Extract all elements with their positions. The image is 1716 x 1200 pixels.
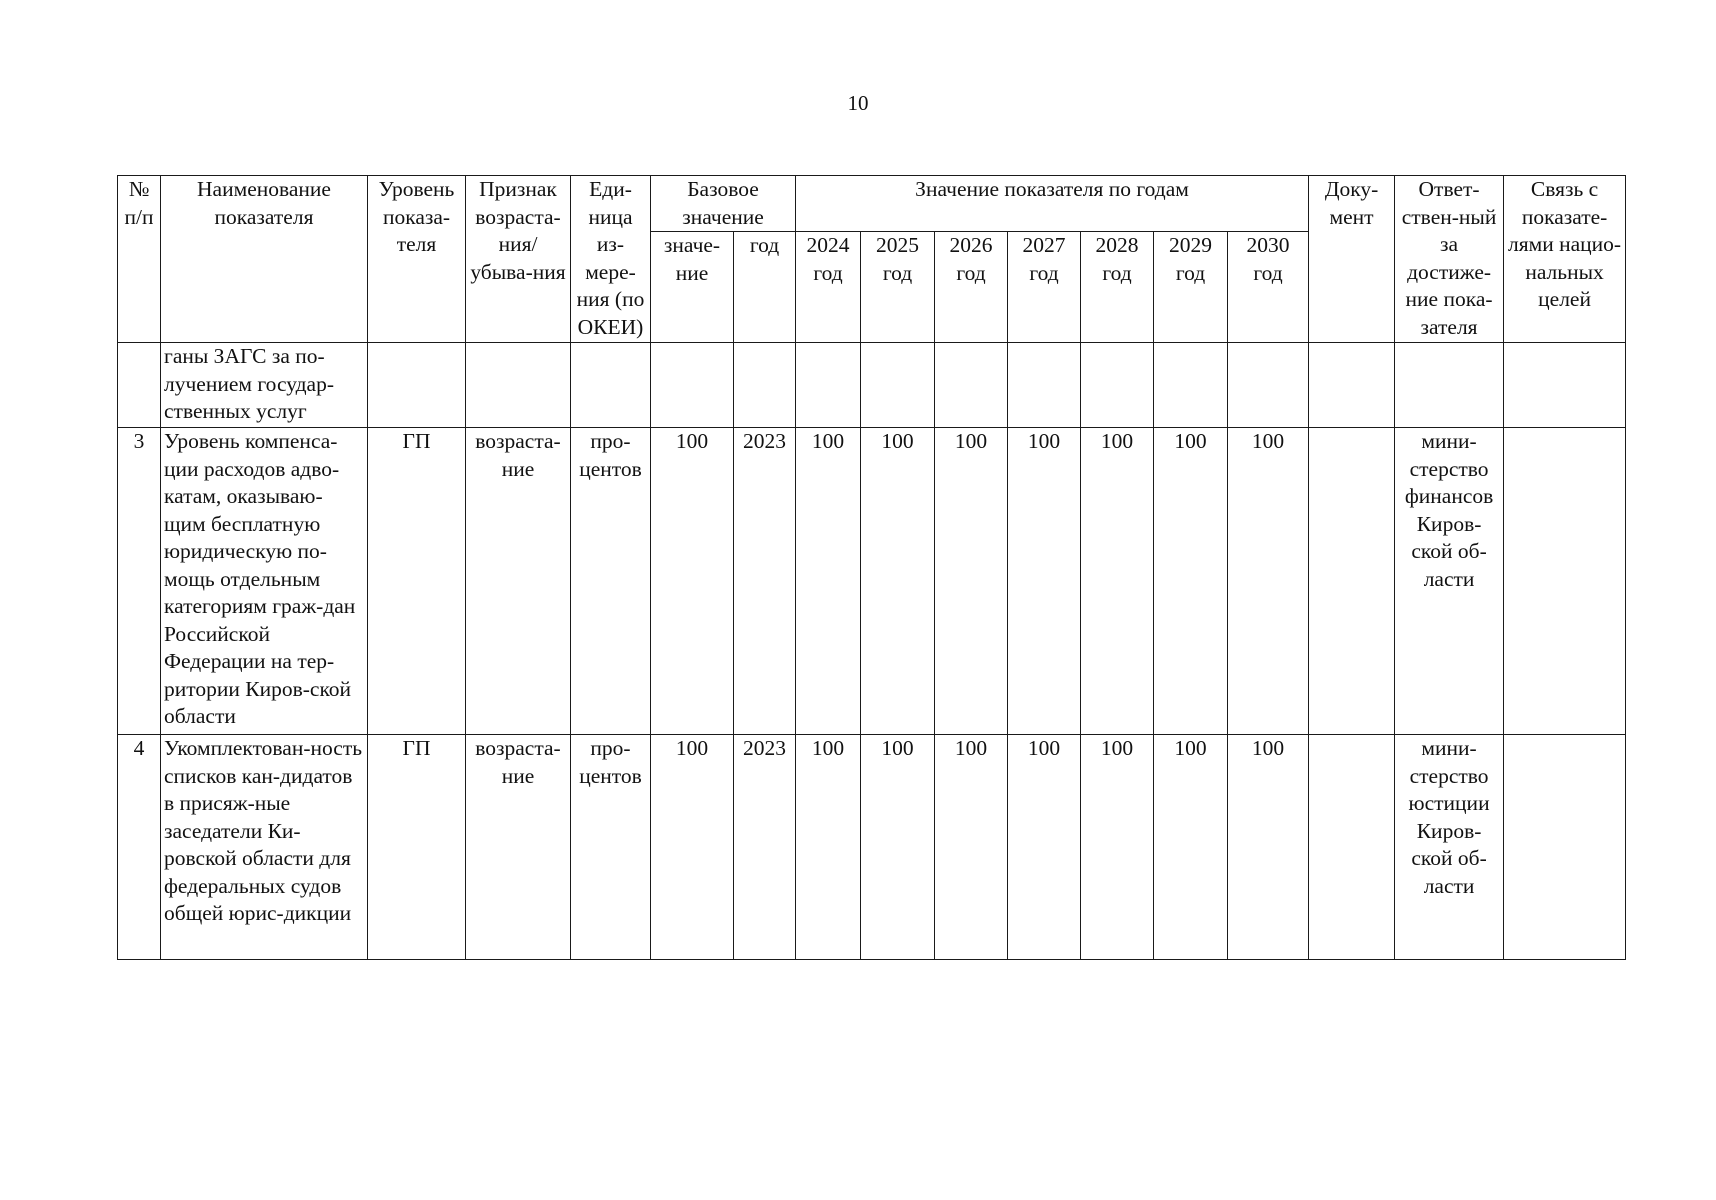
row-name: ганы ЗАГС за по-лучением государ-ственных услуг: [161, 343, 368, 428]
row-year-value: 100: [1154, 428, 1228, 735]
row-responsible: мини-стерство финансов Киров-ской об-ласти: [1395, 428, 1504, 735]
row-num: 4: [118, 735, 161, 960]
header-num: № п/п: [118, 176, 161, 343]
row-year-value: 100: [1081, 428, 1154, 735]
row-level: [368, 343, 466, 428]
row-name: Укомплектован-ность списков кан-дидатов в присяж-ные заседатели Ки-ровской области для федеральных судов общей юрис-дикции: [161, 735, 368, 960]
row-year-value: [1154, 343, 1228, 428]
header-year: 2027 год: [1008, 232, 1081, 343]
row-num: [118, 343, 161, 428]
header-responsible: Ответ-ствен-ный за достиже-ние пока-зателя: [1395, 176, 1504, 343]
row-document: [1309, 735, 1395, 960]
row-base-value: 100: [651, 735, 734, 960]
row-base-year: 2023: [734, 428, 796, 735]
header-year: 2026 год: [935, 232, 1008, 343]
row-year-value: 100: [935, 428, 1008, 735]
row-year-value: [1228, 343, 1309, 428]
row-unit: [571, 343, 651, 428]
row-year-value: 100: [1228, 735, 1309, 960]
row-base-value: [651, 343, 734, 428]
row-name: Уровень компенса-ции расходов адво-катам, оказываю-щим бесплатную юридическую по-мощь отдельным категориям граж-дан Российской Федерации на тер-ритории Киров-ской области: [161, 428, 368, 735]
row-num: 3: [118, 428, 161, 735]
header-level: Уровень показа-теля: [368, 176, 466, 343]
header-name: Наименование показателя: [161, 176, 368, 343]
row-trend: возраста-ние: [466, 428, 571, 735]
header-base: Базовое значение: [651, 176, 796, 232]
row-trend: возраста-ние: [466, 735, 571, 960]
table-row: [118, 428, 1626, 735]
header-link: Связь с показате-лями нацио-нальных целей: [1504, 176, 1626, 343]
header-year: 2028 год: [1081, 232, 1154, 343]
table-row: [118, 735, 1626, 960]
row-document: [1309, 428, 1395, 735]
row-year-value: 100: [1008, 735, 1081, 960]
row-year-value: [935, 343, 1008, 428]
row-responsible: мини-стерство юстиции Киров-ской об-ласти: [1395, 735, 1504, 960]
row-document: [1309, 343, 1395, 428]
row-year-value: 100: [861, 735, 935, 960]
table-row: [118, 343, 1626, 428]
row-unit: про-центов: [571, 428, 651, 735]
row-level: ГП: [368, 428, 466, 735]
header-year: 2024 год: [796, 232, 861, 343]
row-year-value: [861, 343, 935, 428]
row-year-value: 100: [796, 735, 861, 960]
row-year-value: 100: [935, 735, 1008, 960]
row-responsible: [1395, 343, 1504, 428]
page-number: 10: [847, 91, 869, 115]
row-year-value: [1008, 343, 1081, 428]
header-base-year: год: [734, 232, 796, 343]
row-year-value: 100: [1154, 735, 1228, 960]
header-trend: Признак возраста-ния/ убыва-ния: [466, 176, 571, 343]
row-base-year: [734, 343, 796, 428]
row-year-value: 100: [1008, 428, 1081, 735]
row-year-value: [796, 343, 861, 428]
header-base-value: значе-ние: [651, 232, 734, 343]
row-link: [1504, 735, 1626, 960]
row-level: ГП: [368, 735, 466, 960]
row-link: [1504, 428, 1626, 735]
row-year-value: 100: [796, 428, 861, 735]
indicators-table: [117, 175, 1626, 960]
row-trend: [466, 343, 571, 428]
header-row-1: [118, 176, 1626, 232]
header-document: Доку-мент: [1309, 176, 1395, 343]
row-year-value: 100: [1081, 735, 1154, 960]
header-year: 2025 год: [861, 232, 935, 343]
row-year-value: [1081, 343, 1154, 428]
row-link: [1504, 343, 1626, 428]
header-year: 2029 год: [1154, 232, 1228, 343]
header-unit: Еди-ница из-мере-ния (по ОКЕИ): [571, 176, 651, 343]
row-year-value: 100: [1228, 428, 1309, 735]
row-unit: про-центов: [571, 735, 651, 960]
row-year-value: 100: [861, 428, 935, 735]
header-values-by-year: Значение показателя по годам: [796, 176, 1309, 232]
row-base-year: 2023: [734, 735, 796, 960]
row-base-value: 100: [651, 428, 734, 735]
header-year: 2030 год: [1228, 232, 1309, 343]
